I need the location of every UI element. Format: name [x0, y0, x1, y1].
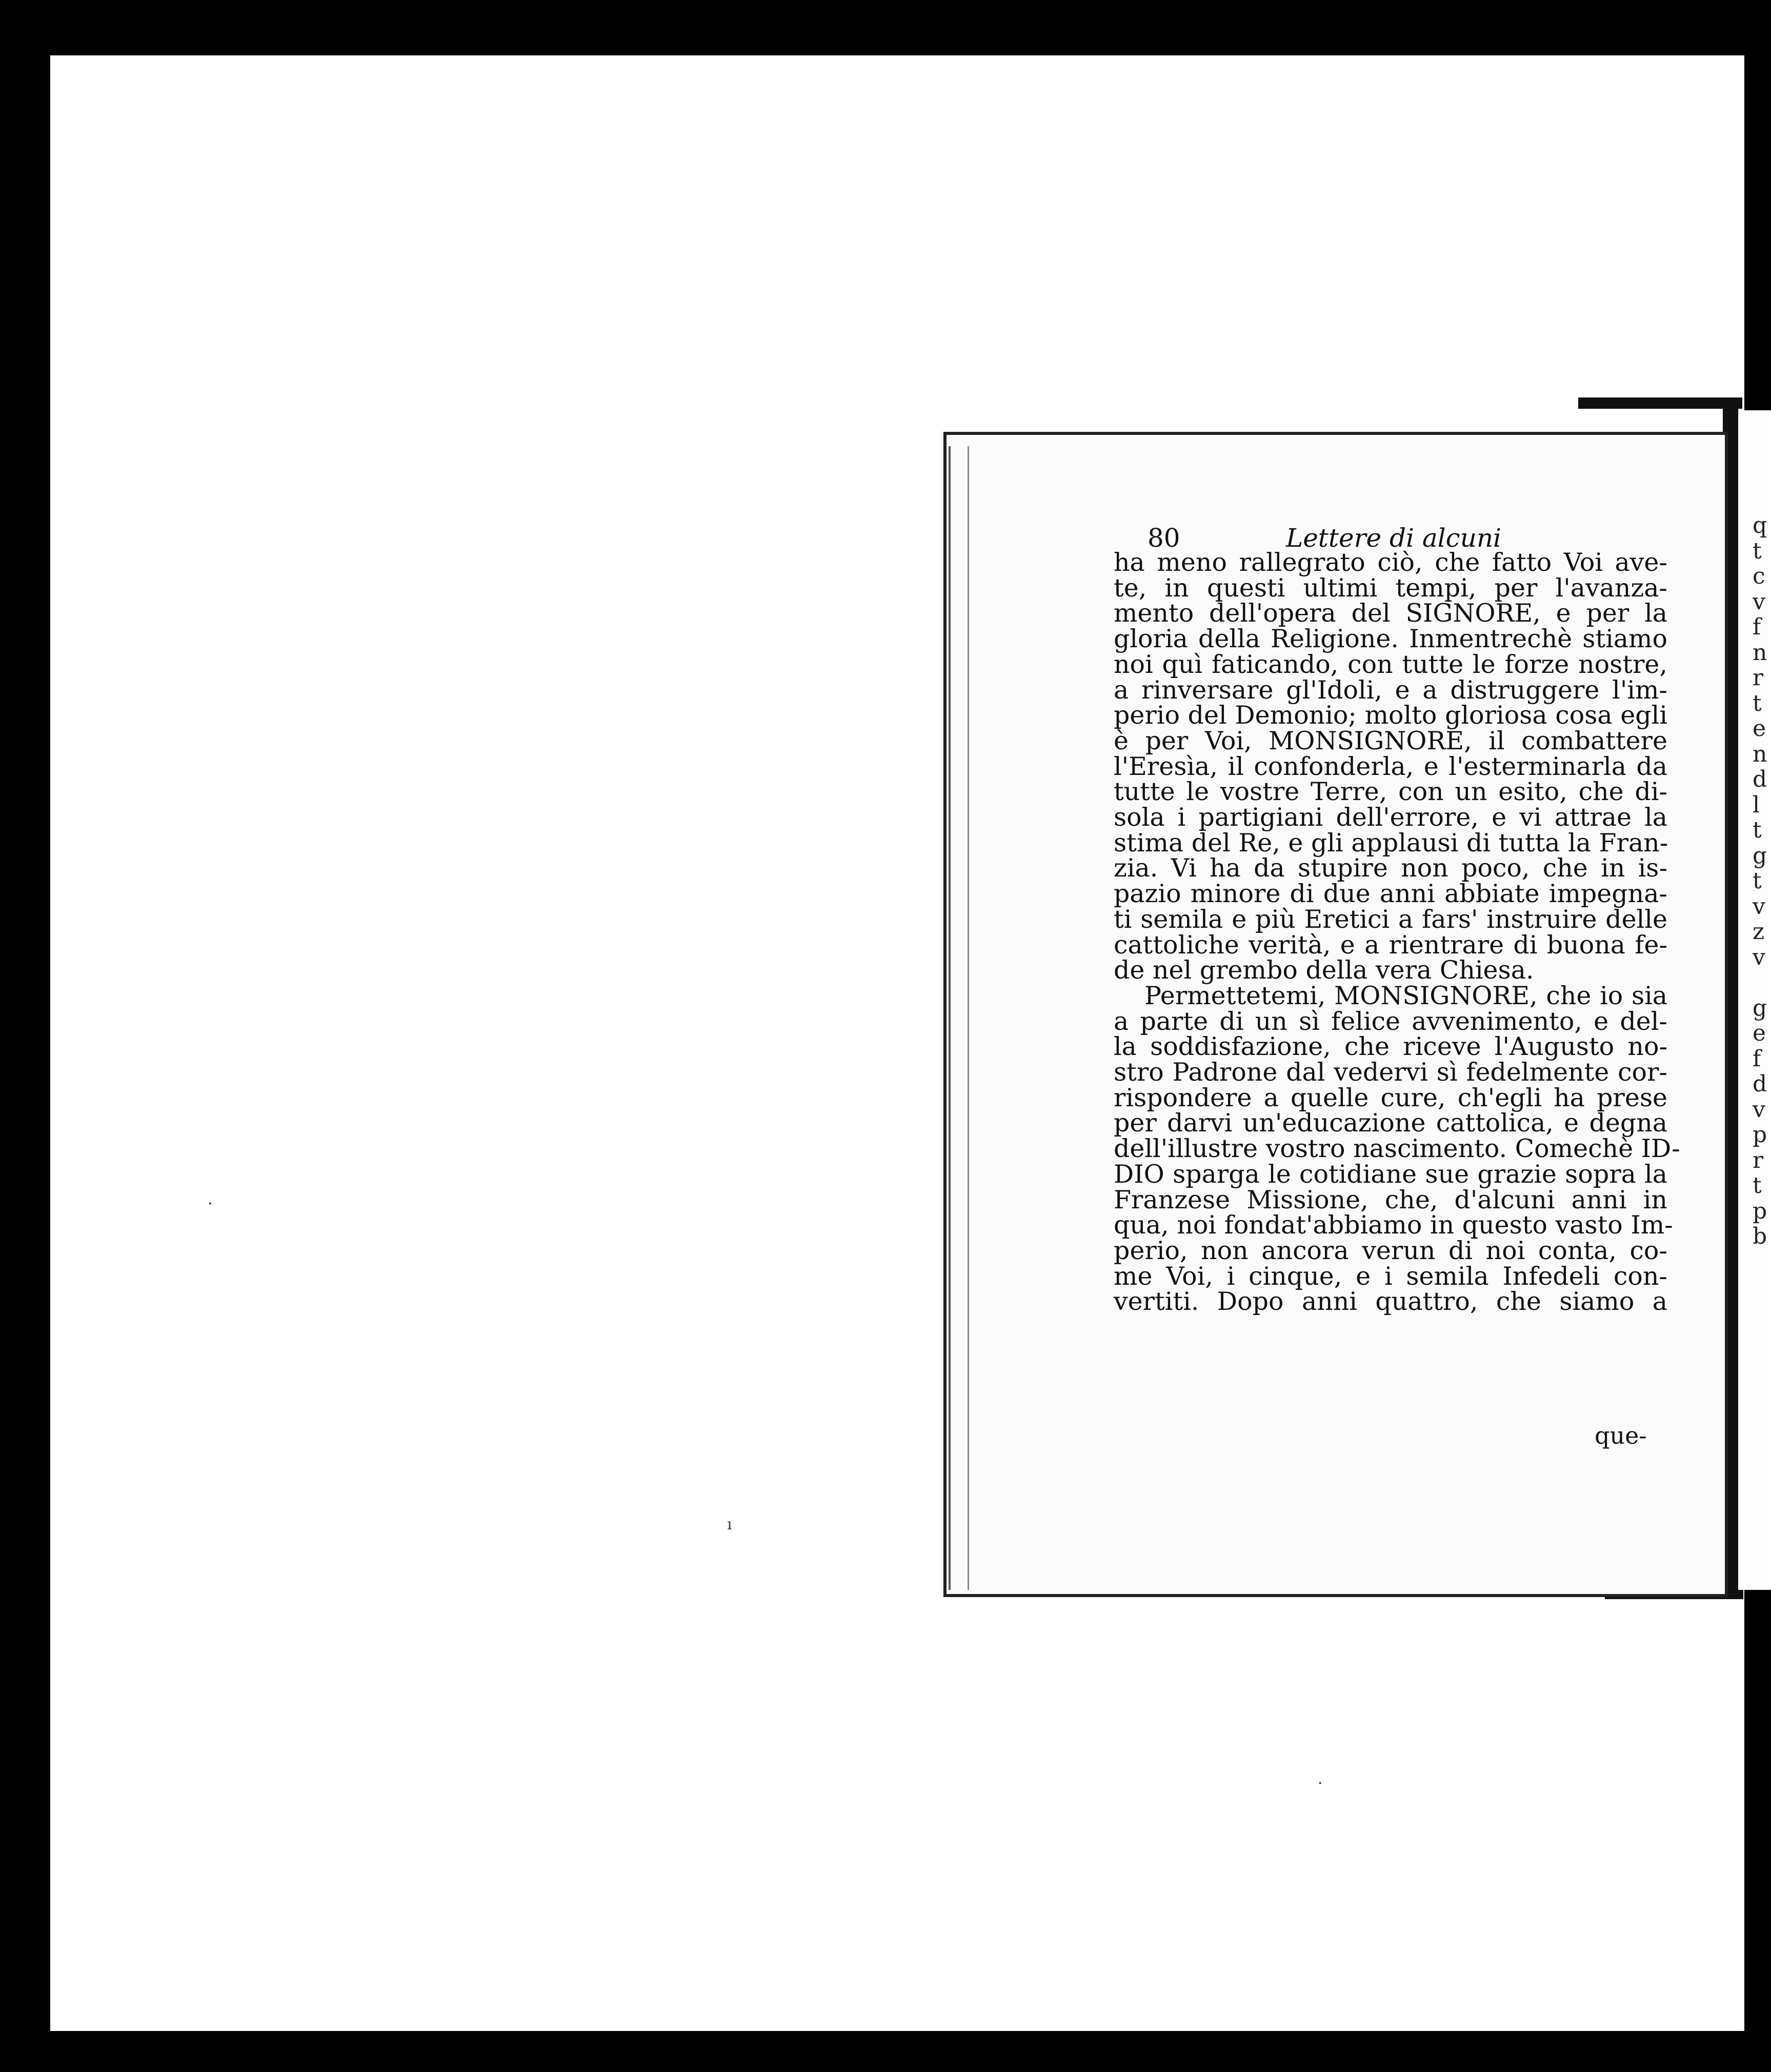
text-line: rispondere a quelle cure, ch'egli ha prese: [1114, 1083, 1667, 1112]
fragment-line: l: [1753, 791, 1760, 818]
fragment-line: r: [1753, 1147, 1764, 1173]
text-line: cattoliche verità, e a rientrare di buona fe-: [1114, 930, 1667, 960]
fragment-line: f: [1753, 1045, 1761, 1072]
text-line: sola i partigiani dell'errore, e vi attrae la: [1114, 803, 1667, 832]
fragment-line: v: [1753, 588, 1765, 615]
fragment-line: d: [1753, 1071, 1767, 1097]
facing-page-text: [1753, 513, 1771, 1249]
text-line: DIO sparga le cotidiane sue grazie sopra la: [1114, 1159, 1667, 1189]
page-number: 80: [1148, 523, 1180, 553]
text-line: zia. Vi ha da stupire non poco, che in is-: [1114, 853, 1667, 883]
fragment-line: r: [1753, 665, 1764, 691]
text-line: perio del Demonio; molto gloriosa cosa egli: [1114, 701, 1667, 730]
scan-speck: ı: [727, 1516, 732, 1533]
scan-speck: ·: [1318, 1775, 1323, 1792]
fragment-line: t: [1753, 1172, 1762, 1199]
scan-border-bottom: [0, 2031, 1771, 2072]
text-line: dell'illustre vostro nascimento. Comechè ID-: [1114, 1134, 1680, 1164]
scan-border-top: [0, 0, 1771, 55]
fragment-line: g: [1753, 842, 1767, 869]
text-line: de nel grembo della vera Chiesa.: [1114, 955, 1534, 985]
fragment-line: q: [1753, 513, 1767, 539]
text-line: tutte le vostre Terre, con un esito, che di-: [1114, 777, 1667, 807]
text-line: vertiti. Dopo anni quattro, che siamo a: [1114, 1287, 1667, 1317]
fragment-line: v: [1753, 893, 1765, 920]
text-line: Franzese Missione, che, d'alcuni anni in: [1114, 1185, 1667, 1214]
text-line: stro Padrone dal vedervi sì fedelmente cor-: [1114, 1058, 1667, 1087]
text-line: perio, non ancora verun di noi conta, co-: [1114, 1236, 1667, 1265]
fragment-line: [1753, 970, 1771, 995]
text-line: per darvi un'educazione cattolica, e degna: [1114, 1108, 1667, 1138]
text-line: a parte di un sì felice avvenimento, e del-: [1114, 1006, 1667, 1036]
text-line: stima del Re, e gli applausi di tutta la Fran-: [1114, 828, 1668, 858]
text-line: ti semila e più Eretici a fars' instruire delle: [1114, 904, 1667, 934]
text-line: qua, noi fondat'abbiamo in questo vasto Im-: [1114, 1210, 1673, 1240]
text-line: mento dell'opera del SIGNORE, e per la: [1114, 599, 1667, 628]
fragment-line: t: [1753, 537, 1762, 564]
text-line: me Voi, i cinque, e i semila Infedeli con-: [1114, 1261, 1667, 1291]
catchword: que-: [1595, 1422, 1647, 1449]
fragment-line: e: [1753, 1020, 1766, 1046]
text-line: ha meno rallegrato ciò, che fatto Voi ave-: [1114, 548, 1667, 577]
fragment-line: t: [1753, 690, 1762, 716]
text-line: a rinversare gl'Idoli, e a distruggere l'im-: [1114, 675, 1667, 705]
text-line: la soddisfazione, che riceve l'Augusto no-: [1114, 1032, 1667, 1062]
running-head: Lettere di alcuni: [1286, 523, 1502, 553]
fragment-line: d: [1753, 766, 1767, 792]
fragment-line: z: [1753, 919, 1765, 945]
page-body: [1114, 548, 1680, 1317]
text-line: pazio minore di due anni abbiate impegna-: [1114, 879, 1667, 909]
text-line: gloria della Religione. Inmentrechè stiamo: [1114, 624, 1667, 654]
fragment-line: b: [1753, 1223, 1767, 1249]
fragment-line: v: [1753, 944, 1765, 970]
text-line: l'Eresìa, il confonderla, e l'esterminarla da: [1114, 751, 1667, 781]
fragment-line: c: [1753, 563, 1765, 589]
fragment-line: p: [1753, 1122, 1767, 1148]
text-line: noi quì faticando, con tutte le forze nostre,: [1114, 649, 1667, 679]
book-spine-top: [1578, 397, 1742, 409]
text-line: Permettetemi, MONSIGNORE, che io sia: [1144, 981, 1667, 1010]
fragment-line: g: [1753, 994, 1767, 1021]
page-edge: [949, 446, 969, 1590]
fragment-line: f: [1753, 614, 1761, 640]
fragment-line: p: [1753, 1198, 1767, 1224]
fragment-line: n: [1753, 639, 1767, 666]
fragment-line: n: [1753, 741, 1767, 767]
scan-speck: ·: [208, 1195, 213, 1213]
text-line: te, in questi ultimi tempi, per l'avanza-: [1114, 573, 1667, 603]
text-line: è per Voi, MONSIGNORE, il combattere: [1114, 726, 1667, 755]
fragment-line: v: [1753, 1096, 1765, 1123]
fragment-line: t: [1753, 817, 1762, 843]
scan-border-left: [0, 0, 50, 2072]
fragment-line: e: [1753, 715, 1766, 742]
fragment-line: t: [1753, 868, 1762, 894]
